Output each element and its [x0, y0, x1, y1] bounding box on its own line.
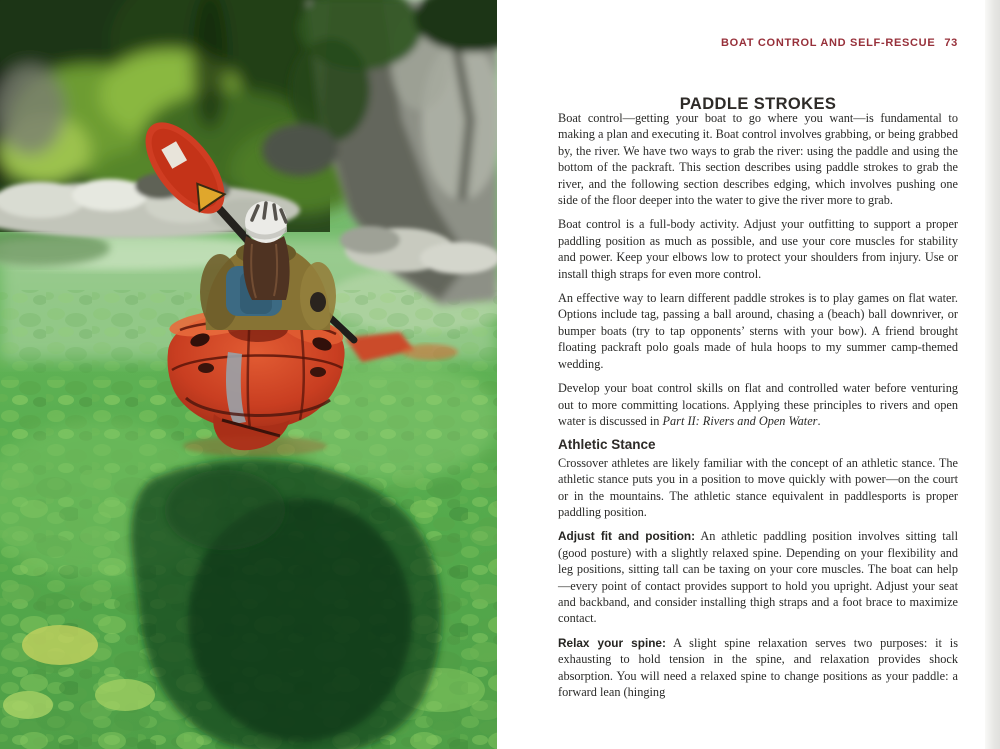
section-heading-athletic-stance: Athletic Stance: [558, 437, 656, 453]
packraft-photo: [0, 0, 497, 749]
body-text-column: [558, 110, 958, 708]
paddler-hair: [243, 236, 290, 300]
helmet: [245, 201, 287, 243]
lead-in-relax-spine: Relax your spine:: [558, 635, 666, 650]
paragraph-athletic-stance: Crossover athletes are likely familiar with the concept of an athletic stance. The athletic stance puts you in a position to move quickly with power—on the court or in the mountains. The athletic stance equivalent in paddlesports is proper paddling position.: [558, 455, 958, 519]
running-head: [558, 37, 958, 49]
paragraph-relax-spine: Relax your spine: A slight spine relaxation serves two purposes: it is exhausting to hold tension in the spine, and relaxation provides shock absorption. You will need a relaxed spine to change positions as your paddle: a forward lean (hinging: [558, 635, 958, 699]
paragraph-full-body-activity: Boat control is a full-body activity. Adjust your outfitting to support a proper paddling position as much as possible, and use your core muscles for stability and power. Keep your elbows low to protect your shoulders from injury. Use or install thigh straps for even more control.: [558, 217, 958, 281]
paragraph-flat-water-games: An effective way to learn different paddle strokes is to play games on flat water. Options include tag, passing a ball around, chasing a (beach) ball downriver, or bumper boats (try to tap opponents’ sterns with your bow). A friend brought floating packraft polo goals made of hula hoops to my summer camp-themed wedding.: [558, 291, 958, 371]
packraft-photo-illustration: [0, 0, 497, 749]
paragraph-adjust-fit: Adjust fit and position: An athletic paddling position involves sitting tall (good posture) with a slightly relaxed spine. Depending on your flexibility and leg positions, sitting tall can be taxing on your core muscles. The boat can help—every point of contact provides support to hold you upright. Adjust your seat and backband, and consider installing thigh straps and a foot brace to maximize contact.: [558, 529, 958, 626]
lead-in-adjust-fit: Adjust fit and position:: [558, 529, 696, 544]
page-number: 73: [944, 37, 958, 49]
part-ii-reference: Part II: Rivers and Open Water: [662, 413, 818, 428]
running-head-title: BOAT CONTROL AND SELF-RESCUE: [721, 37, 936, 49]
paragraph-boat-control-intro: Boat control—getting your boat to go where you want—is fundamental to making a plan and executing it. Boat control involves grabbing, or being grabbed by, the river. We have two ways to grab the river: using the paddle and using the bottom of the packraft. This section describes using paddle strokes to grab the river, and the following section describes edging, which involves pushing one side of the floor deeper into the water to give the river more to grab.: [558, 111, 958, 208]
page-title: PADDLE STROKES: [679, 95, 837, 114]
paragraph-develop-skills: Develop your boat control skills on flat and controlled water before venturing out to more committing locations. Applying these principles to rivers and open water is discussed in Part II: Rivers and Open Water.: [558, 381, 958, 428]
page-edge: [985, 0, 1000, 749]
